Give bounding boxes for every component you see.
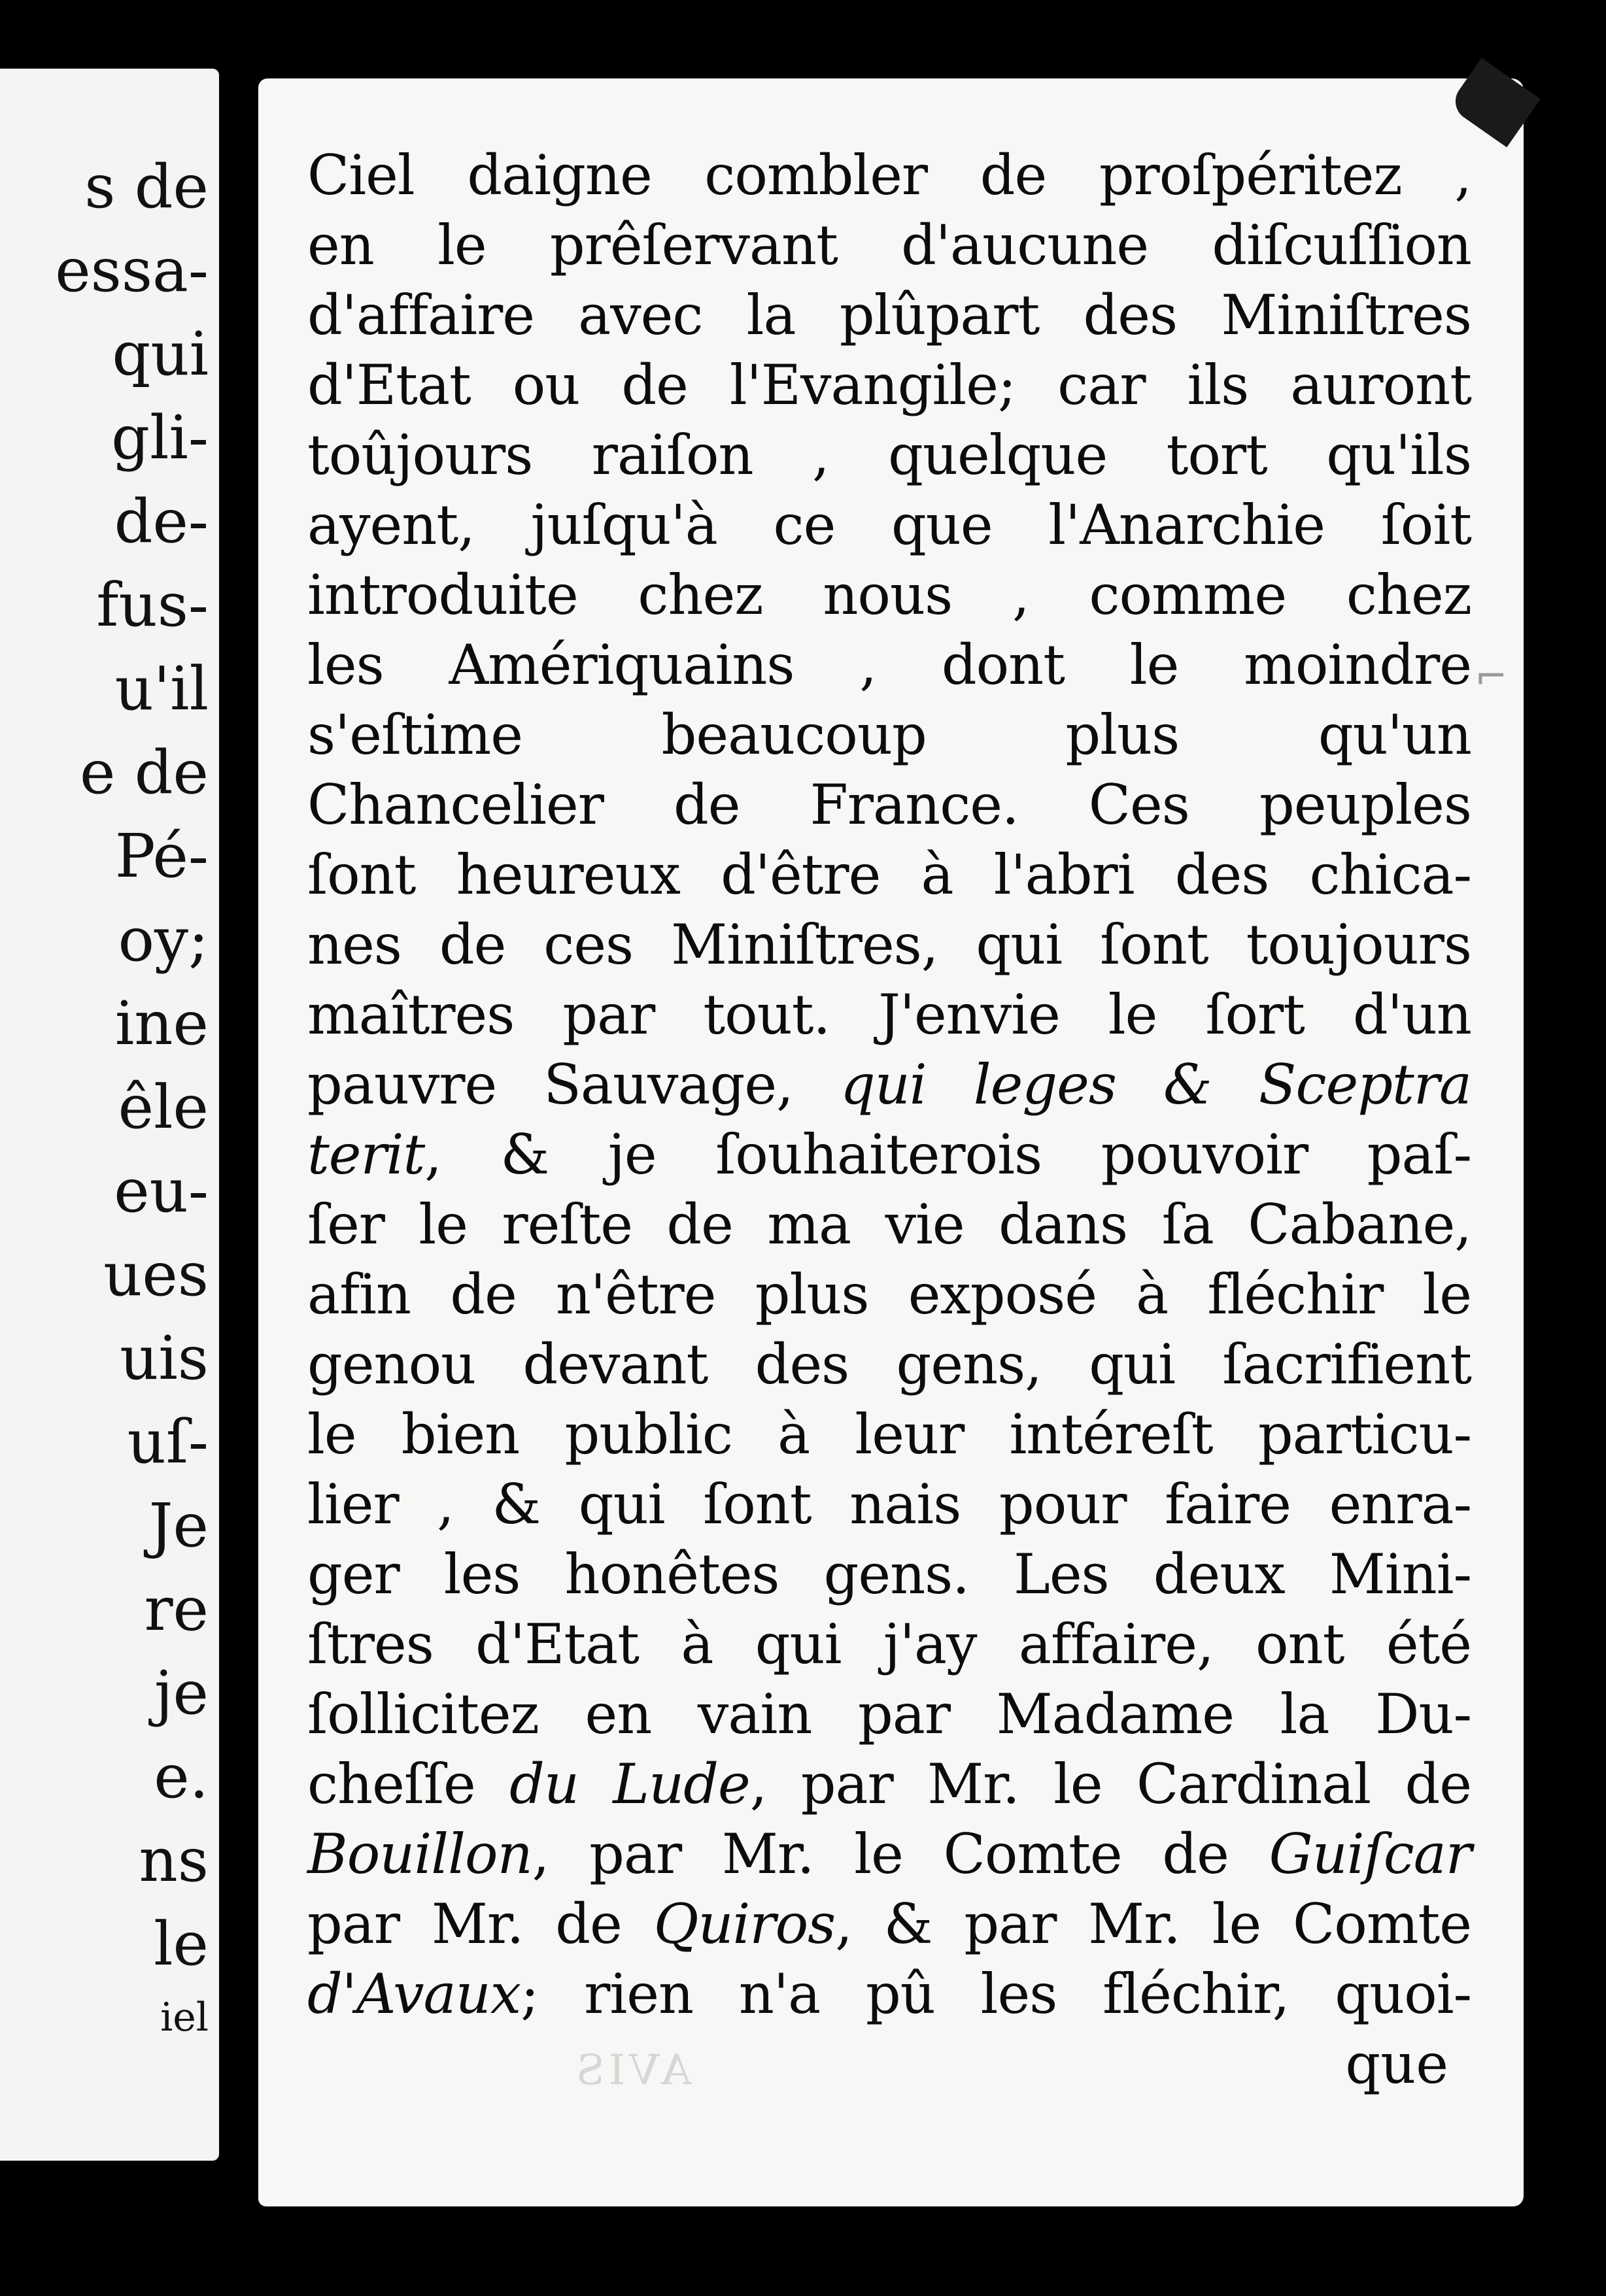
text-line — [307, 1610, 1471, 1680]
text-line — [307, 910, 1471, 980]
left-page-line: gli- — [111, 403, 209, 473]
folded-page-corner — [1448, 58, 1541, 148]
left-page-fragment — [0, 69, 219, 2161]
left-page-line: ine — [114, 988, 209, 1058]
text-line — [307, 700, 1471, 770]
italic-text: Guiſcar — [1269, 1822, 1471, 1886]
text-span: Ciel daigne combler de proſpéritez , — [307, 143, 1471, 207]
text-line — [307, 280, 1471, 350]
text-line — [307, 1400, 1471, 1470]
left-page-line: le — [154, 1909, 209, 1979]
left-page-line: uis — [120, 1323, 209, 1393]
text-span: afin de n'être plus exposé à fléchir le — [307, 1262, 1471, 1326]
text-line — [307, 350, 1471, 420]
text-line — [307, 770, 1471, 840]
text-line — [307, 1190, 1471, 1260]
text-line — [307, 211, 1471, 280]
text-span: nes de ces Miniſtres, qui ſont toujours — [307, 913, 1471, 977]
text-span: Chancelier de France. Ces peuples — [307, 773, 1471, 837]
margin-mark: ⌐ — [1475, 654, 1508, 700]
text-span: en le prêſervant d'aucune diſcuſſion — [307, 213, 1471, 277]
text-span: genou devant des gens, qui ſacrifient — [307, 1332, 1471, 1396]
left-page-line: Je — [148, 1491, 209, 1561]
left-page-line: ues — [103, 1240, 209, 1309]
show-through-text: AVIS — [572, 2046, 692, 2095]
text-line — [307, 560, 1471, 630]
text-span: ayent, juſqu'à ce que l'Anarchie ſoit — [307, 493, 1471, 557]
text-span: par Mr. de — [307, 1892, 654, 1956]
left-page-line: Pé- — [114, 821, 209, 891]
left-page-line: iel — [160, 1995, 209, 2040]
body-text — [307, 141, 1471, 2099]
text-span: les Amériquains , dont le moindre — [307, 633, 1471, 697]
italic-text: terit — [307, 1123, 425, 1187]
left-page-line: qui — [112, 319, 209, 389]
text-line — [307, 1680, 1471, 1749]
left-page-line: s de — [84, 152, 209, 222]
text-line — [307, 1470, 1471, 1540]
left-page-line: eu- — [114, 1156, 209, 1226]
text-line — [307, 1260, 1471, 1330]
text-span: lier , & qui ſont nais pour faire enra- — [307, 1472, 1471, 1536]
text-line — [307, 1819, 1471, 1889]
text-span: toûjours raiſon , quelque tort qu'ils — [307, 423, 1471, 487]
text-span: d'affaire avec la plûpart des Miniſtres — [307, 283, 1471, 347]
text-span: , & par Mr. le Comte — [835, 1892, 1471, 1956]
text-line — [307, 1889, 1471, 1959]
left-page-line: je — [154, 1658, 209, 1728]
catchword: que — [1345, 2032, 1448, 2096]
left-page-line: re — [144, 1574, 209, 1644]
text-span: ; rien n'a pû les fléchir, quoi- — [521, 1962, 1471, 2026]
text-span: ſollicitez en vain par Madame la Du- — [307, 1682, 1471, 1746]
text-line — [307, 840, 1471, 910]
text-span: ſer le reſte de ma vie dans ſa Cabane, — [307, 1192, 1471, 1257]
text-span: ſont heureux d'être à l'abri des chica- — [307, 843, 1471, 907]
left-page-line: ns — [139, 1825, 209, 1895]
left-page-line: fus- — [96, 570, 209, 640]
text-line — [307, 420, 1471, 490]
left-page-line: e. — [154, 1742, 209, 1812]
text-line — [307, 1050, 1471, 1120]
text-span: ger les honêtes gens. Les deux Mini- — [307, 1542, 1471, 1606]
text-line — [307, 1120, 1471, 1190]
italic-text: d'Avaux — [307, 1962, 521, 2026]
text-line — [307, 980, 1471, 1050]
italic-text: qui leges & Sceptra — [840, 1053, 1471, 1117]
left-page-line: de- — [114, 486, 209, 556]
left-page-line: êle — [118, 1072, 209, 1142]
left-page-line: uſ- — [127, 1407, 209, 1477]
italic-text: du Lude — [509, 1752, 750, 1816]
left-page-line: e de — [79, 737, 209, 807]
italic-text: Bouillon — [307, 1822, 532, 1886]
text-span: , par Mr. le Cardinal de — [749, 1752, 1471, 1816]
text-line — [307, 1330, 1471, 1400]
text-span: le bien public à leur intéreſt particu- — [307, 1402, 1471, 1466]
text-line — [307, 1959, 1471, 2029]
text-span: introduite chez nous , comme chez — [307, 563, 1471, 627]
text-span: pauvre Sauvage, — [307, 1053, 840, 1117]
text-span: s'eſtime beaucoup plus qu'un — [307, 703, 1471, 767]
text-line — [307, 141, 1471, 211]
text-line — [307, 1749, 1471, 1819]
text-line — [307, 1540, 1471, 1610]
text-span: , par Mr. le Comte de — [532, 1822, 1269, 1886]
text-span: ſtres d'Etat à qui j'ay affaire, ont été — [307, 1612, 1471, 1676]
text-line — [307, 630, 1471, 700]
text-span: , & je ſouhaiterois pouvoir paſ- — [424, 1123, 1471, 1187]
text-line — [307, 490, 1471, 560]
text-span: cheſſe — [307, 1752, 510, 1816]
right-page — [258, 78, 1524, 2206]
left-page-line: oy; — [118, 905, 209, 975]
text-span: maîtres par tout. J'envie le ſort d'un — [307, 983, 1471, 1047]
italic-text: Quiros — [653, 1892, 836, 1956]
left-page-line: essa- — [55, 235, 209, 305]
text-span: d'Etat ou de l'Evangile; car ils auront — [307, 353, 1471, 417]
left-page-line: u'il — [114, 654, 209, 724]
